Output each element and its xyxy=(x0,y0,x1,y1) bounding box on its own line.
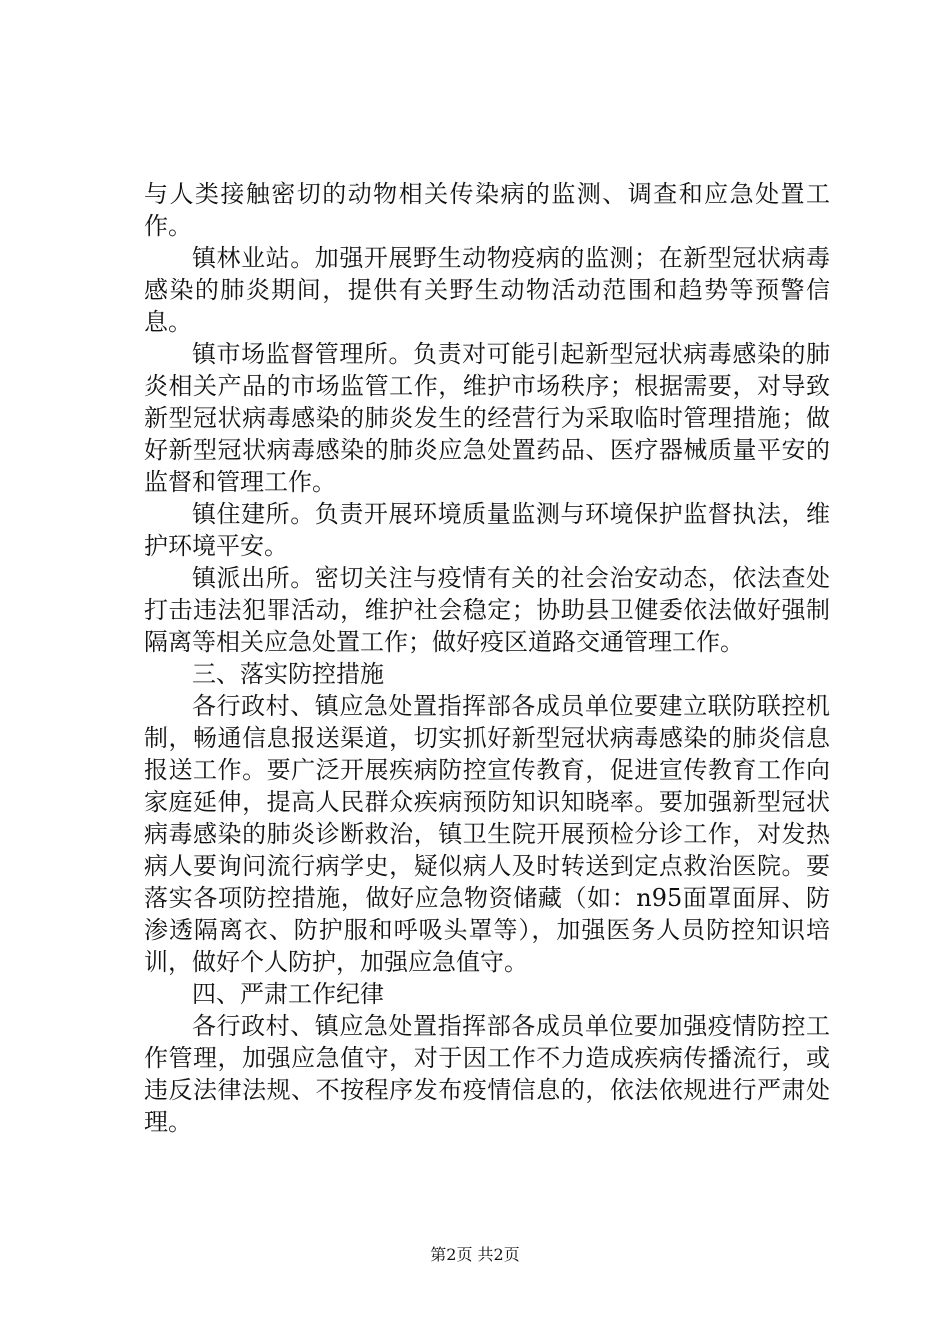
paragraph-animal-disease-continuation: 与人类接触密切的动物相关传染病的监测、调查和应急处置工作。 xyxy=(144,180,830,240)
paragraph-police-station: 镇派出所。密切关注与疫情有关的社会治安动态，依法查处打击违法犯罪活动，维护社会稳定；协助县卫健委依法做好强制隔离等相关应急处置工作；做好疫区道路交通管理工作。 xyxy=(144,564,830,656)
section-heading-prevention-measures: 三、落实防控措施 xyxy=(192,660,384,688)
paragraph-work-discipline: 各行政村、镇应急处置指挥部各成员单位要加强疫情防控工作管理，加强应急值守，对于因工作不力造成疾病传播流行，或违反法律法规、不按程序发布疫情信息的，依法依规进行严肃处理。 xyxy=(144,1012,830,1136)
section-heading-work-discipline: 四、严肃工作纪律 xyxy=(192,980,384,1008)
paragraph-forestry-station: 镇林业站。加强开展野生动物疫病的监测；在新型冠状病毒感染的肺炎期间，提供有关野生动物活动范围和趋势等预警信息。 xyxy=(144,244,830,336)
paragraph-housing-construction: 镇住建所。负责开展环境质量监测与环境保护监督执法，维护环境平安。 xyxy=(144,500,830,560)
document-body xyxy=(144,178,830,1138)
paragraph-prevention-measures: 各行政村、镇应急处置指挥部各成员单位要建立联防联控机制，畅通信息报送渠道，切实抓好新型冠状病毒感染的肺炎信息报送工作。要广泛开展疾病防控宣传教育，促进宣传教育工作向家庭延伸，提高人民群众疾病预防知识知晓率。要加强新型冠状病毒感染的肺炎诊断救治，镇卫生院开展预检分诊工作，对发热病人要询问流行病学史，疑似病人及时转送到定点救治医院。要落实各项防控措施，做好应急物资储藏（如：n95面罩面屏、防渗透隔离衣、防护服和呼吸头罩等），加强医务人员防控知识培训，做好个人防护，加强应急值守。 xyxy=(144,692,830,976)
page-number-footer: 第2页 共2页 xyxy=(430,1245,520,1264)
paragraph-market-supervision: 镇市场监督管理所。负责对可能引起新型冠状病毒感染的肺炎相关产品的市场监管工作，维护市场秩序；根据需要，对导致新型冠状病毒感染的肺炎发生的经营行为采取临时管理措施；做好新型冠状病毒感染的肺炎应急处置药品、医疗器械质量平安的监督和管理工作。 xyxy=(144,340,830,496)
